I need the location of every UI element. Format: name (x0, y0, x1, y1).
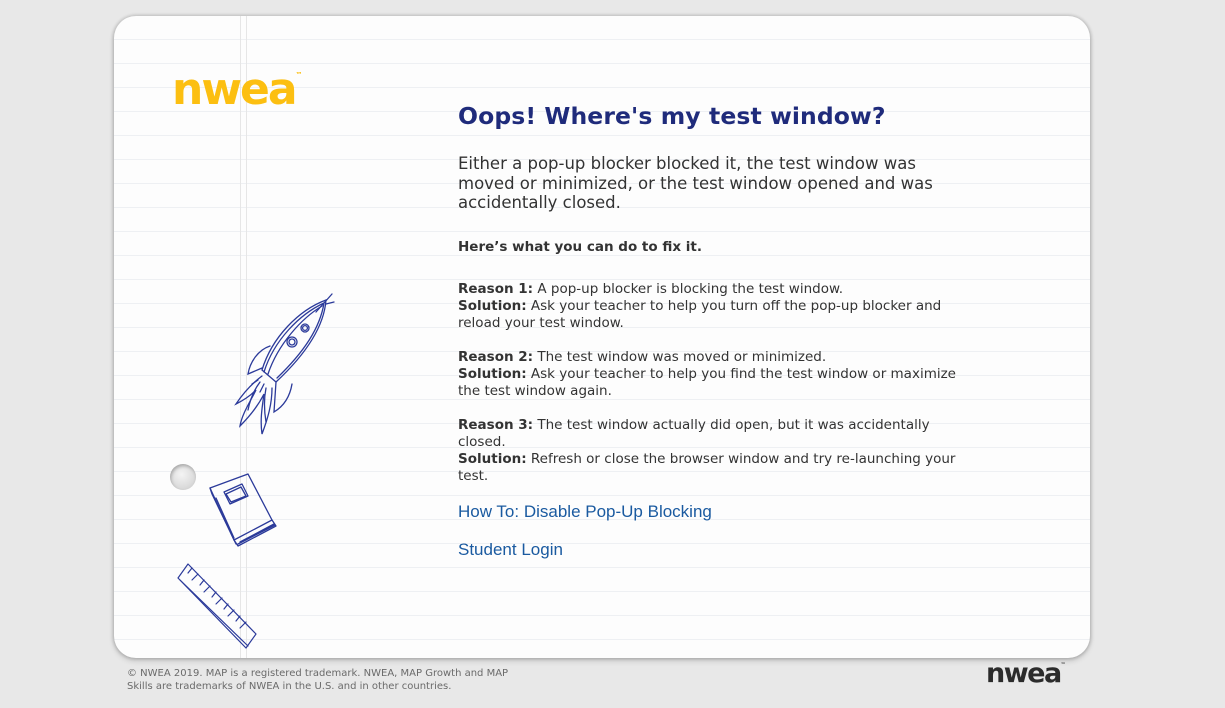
reason-label: Reason 3: (458, 416, 534, 433)
reason-label: Reason 1: (458, 280, 534, 297)
main-content (458, 102, 968, 560)
footer-nwea-logo (986, 660, 1066, 687)
punch-hole (170, 464, 196, 490)
solution-label: Solution: (458, 297, 527, 314)
footer-logo-text: nwea (986, 658, 1061, 689)
solution-text: Refresh or close the browser window and try re-launching your test. (458, 450, 956, 484)
nwea-logo-text: nwea (172, 64, 296, 115)
disable-popup-blocking-link[interactable]: How To: Disable Pop-Up Blocking (458, 501, 712, 521)
reason-block (458, 349, 968, 400)
reason-label: Reason 2: (458, 348, 534, 365)
nwea-logo (172, 64, 303, 115)
footer-copyright: © NWEA 2019. MAP is a registered trademark. NWEA, MAP Growth and MAP Skills are trademarks of NWEA in the U.S. and in other countries. (127, 668, 509, 692)
solution-label: Solution: (458, 450, 527, 467)
trademark-symbol: ™ (295, 71, 303, 79)
reason-text: The test window was moved or minimized. (533, 348, 827, 365)
solution-label: Solution: (458, 365, 527, 382)
book-doodle-icon (204, 468, 284, 548)
ruler-doodle-icon (174, 556, 264, 651)
intro-text: Either a pop-up blocker blocked it, the test window was moved or minimized, or the test window opened and was accidentally closed. (458, 154, 933, 212)
student-login-link[interactable]: Student Login (458, 539, 563, 559)
footer-trademark-symbol: ™ (1060, 662, 1066, 668)
notebook-paper-card (114, 16, 1090, 658)
solution-text: Ask your teacher to help you find the test window or maximize the test window again. (458, 365, 956, 399)
reason-block (458, 417, 968, 485)
reason-text: The test window actually did open, but it was accidentally closed. (458, 416, 930, 450)
rocket-doodle-icon (214, 292, 339, 437)
reason-block (458, 281, 968, 332)
reason-text: A pop-up blocker is blocking the test window. (533, 280, 844, 297)
solution-text: Ask your teacher to help you turn off the pop-up blocker and reload your test window. (458, 297, 942, 331)
fix-heading: Here’s what you can do to fix it. (458, 238, 702, 255)
page-title: Oops! Where's my test window? (458, 102, 886, 130)
